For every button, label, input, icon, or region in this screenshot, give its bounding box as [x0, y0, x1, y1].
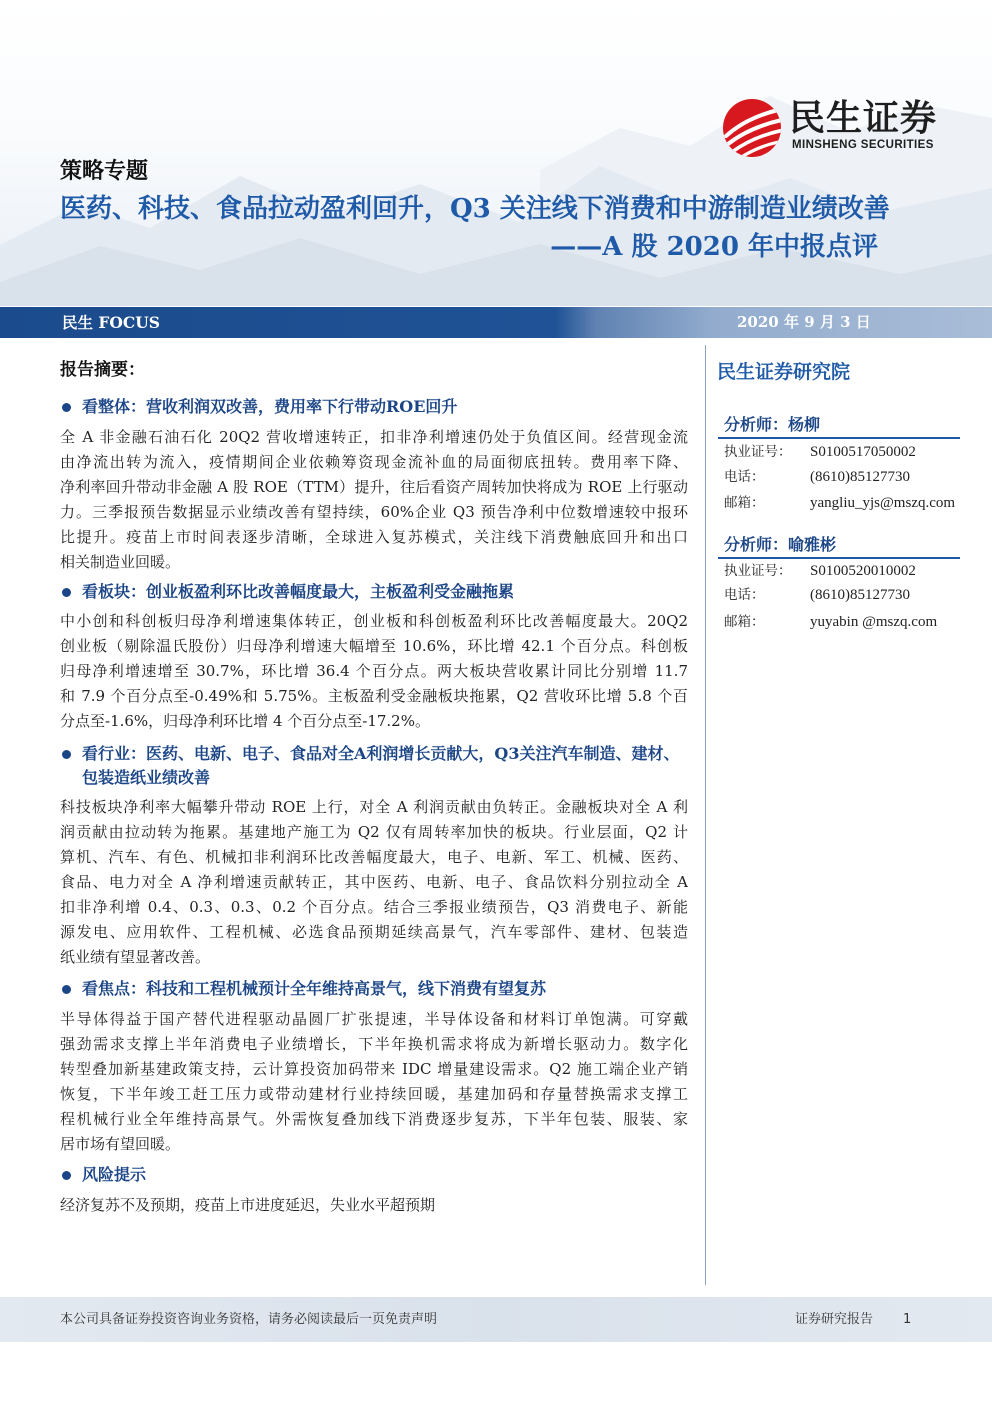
bullet-icon	[62, 1171, 71, 1180]
paragraph-line: 净利率回升带动非金融 A 股 ROE（TTM）提升，往后看资产周转加快将成为 ROE 上行驱动	[60, 478, 688, 496]
band-label: 民生 FOCUS	[62, 313, 160, 332]
paragraph-line: 科技板块净利率大幅攀升带动 ROE 上行，对全 A 利润贡献由负转正。金融板块对全 A 利	[60, 798, 688, 816]
paragraph-line: 转型叠加新基建政策支持，云计算投资加码带来 IDC 增量建设需求。Q2 施工端企业产销	[60, 1060, 688, 1078]
analyst-email: yuyabin @mszq.com	[810, 614, 938, 630]
section-title-risk	[62, 1163, 692, 1187]
section-title-text: 包装造纸业绩改善	[82, 768, 211, 787]
report-title: 医药、科技、食品拉动盈利回升，Q3 关注线下消费和中游制造业绩改善	[60, 194, 890, 224]
paragraph-line: 相关制造业回暖。	[60, 553, 181, 571]
paragraph-line: 分点至-1.6%，归母净利环比增 4 个百分点至-17.2%。	[60, 712, 430, 730]
paragraph-line: 恢复，下半年竣工赶工压力或带动建材行业持续回暖，基建加码和存量替换需求支撑工	[60, 1085, 688, 1103]
analyst-field-label: 执业证号：	[724, 444, 792, 460]
column-divider	[705, 345, 706, 1285]
analyst-email: yangliu_yjs@mszq.com	[810, 495, 956, 511]
paragraph-line: 润贡献由拉动转为拖累。基建地产施工为 Q2 仅有周转率加快的板块。行业层面，Q2 计	[60, 823, 688, 841]
report-subtitle: ——A 股 2020 年中报点评	[550, 232, 878, 262]
analyst-field-label: 邮箱：	[724, 614, 765, 630]
paragraph-line: 力。三季报预告数据显示业绩改善有望持续，60%企业 Q3 预告净利中位数增速较中报环	[60, 503, 688, 521]
analyst-underline	[718, 437, 960, 439]
report-date: 2020 年 9 月 3 日	[737, 313, 871, 331]
section-title-text: 看整体：营收利润双改善，费用率下行带动ROE回升	[82, 397, 458, 416]
bullet-icon	[62, 403, 71, 412]
paragraph-line: 扣非净利增 0.4、0.3、0.3、0.2 个百分点。结合三季报业绩预告，Q3 消费电子、新能	[60, 898, 688, 916]
section-title-focus	[62, 977, 692, 1001]
paragraph-line: 由净流出转为流入，疫情期间企业依赖筹资现金流补血的局面彻底扭转。费用率下降、	[60, 453, 688, 471]
report-category: 策略专题	[60, 158, 149, 184]
paragraph-line: 程机械行业全年维持高景气。外需恢复叠加线下消费逐步复苏，下半年包装、服装、家	[60, 1110, 688, 1128]
section-title-industries	[62, 742, 692, 790]
paragraph-line: 中小创和科创板归母净利增速集体转正，创业板和科创板盈利环比改善幅度最大。20Q2	[60, 612, 688, 630]
focus-band	[0, 307, 992, 338]
paragraph-line: 创业板（剔除温氏股份）归母净利增速大幅增至 10.6%，环比增 42.1 个百分点。科创板	[60, 637, 688, 655]
minsheng-logo-icon	[722, 98, 782, 158]
section-title-overall	[62, 395, 692, 419]
summary-heading: 报告摘要：	[60, 360, 145, 380]
paragraph-line: 归母净利增速增至 30.7%，环比增 36.4 个百分点。两大板块营收累计同比分别增 11.7	[60, 662, 688, 680]
section-title-boards	[62, 580, 692, 604]
analyst-phone: (8610)85127730	[810, 469, 910, 485]
section-paragraph-boards	[60, 609, 688, 734]
bullet-icon	[62, 750, 71, 759]
analyst-phone: (8610)85127730	[810, 587, 910, 603]
logo-name-cn: 民生证券	[789, 98, 938, 139]
paragraph-line: 和 7.9 个百分点至-0.49%和 5.75%。主板盈利受金融板块拖累，Q2 营收环比增 5.8 个百	[60, 687, 688, 705]
paragraph-line: 比提升。疫苗上市时间表逐步清晰，全球进入复苏模式，关注线下消费触底回升和出口	[60, 528, 688, 546]
paragraph-line: 经济复苏不及预期，疫苗上市进度延迟，失业水平超预期	[60, 1196, 436, 1214]
page-number: 1	[903, 1312, 912, 1327]
section-paragraph-industries	[60, 795, 688, 970]
analyst-field-label: 邮箱：	[724, 495, 765, 511]
section-title-text: 看板块：创业板盈利环比改善幅度最大，主板盈利受金融拖累	[82, 582, 515, 601]
analyst-field-label: 电话：	[724, 469, 765, 485]
section-title-text: 看焦点：科技和工程机械预计全年维持高景气，线下消费有望复苏	[82, 979, 547, 998]
paragraph-line: 源发电、应用软件、工程机械、必选食品预期延续高景气，汽车零部件、建材、包装造	[60, 923, 688, 941]
analyst-license-number: S0100517050002	[810, 444, 916, 460]
footer-disclaimer: 本公司具备证券投资咨询业务资格，请务必阅读最后一页免责声明	[60, 1312, 438, 1327]
analyst-field-label: 电话：	[724, 587, 765, 603]
bullet-icon	[62, 985, 71, 994]
analyst-title: 分析师：喻雅彬	[724, 535, 837, 554]
paragraph-line: 居市场有望回暖。	[60, 1135, 181, 1153]
page-footer	[0, 1297, 992, 1342]
footer-report-type: 证券研究报告	[795, 1312, 874, 1327]
paragraph-line: 纸业绩有望显著改善。	[60, 948, 211, 966]
paragraph-line: 食品、电力对全 A 净利增速贡献转正，其中医药、电新、电子、食品饮料分别拉动全 A	[60, 873, 688, 891]
section-title-text: 看行业：医药、电新、电子、食品对全A利润增长贡献大，Q3关注汽车制造、建材、	[82, 744, 680, 763]
analyst-field-label: 执业证号：	[724, 563, 792, 579]
paragraph-line: 算机、汽车、有色、机械扣非利润环比改善幅度最大，电子、电新、军工、机械、医药、	[60, 848, 688, 866]
analyst-title: 分析师：杨柳	[724, 415, 821, 434]
logo-name-en: MINSHENG SECURITIES	[792, 139, 934, 151]
paragraph-line: 强劲需求支撑上半年消费电子业绩增长，下半年换机需求将成为新增长驱动力。数字化	[60, 1035, 688, 1053]
section-paragraph-risk	[60, 1193, 688, 1218]
section-title-text: 风险提示	[82, 1165, 147, 1184]
section-paragraph-overall	[60, 425, 688, 575]
research-institute: 民生证券研究院	[717, 361, 851, 383]
section-paragraph-focus	[60, 1007, 688, 1157]
paragraph-line: 全 A 非金融石油石化 20Q2 营收增速转正，扣非净利增速仍处于负值区间。经营现金流	[60, 428, 688, 446]
analyst-license-number: S0100520010002	[810, 563, 916, 579]
bullet-icon	[62, 588, 71, 597]
paragraph-line: 半导体得益于国产替代进程驱动晶圆厂扩张提速，半导体设备和材料订单饱满。可穿戴	[60, 1010, 688, 1028]
